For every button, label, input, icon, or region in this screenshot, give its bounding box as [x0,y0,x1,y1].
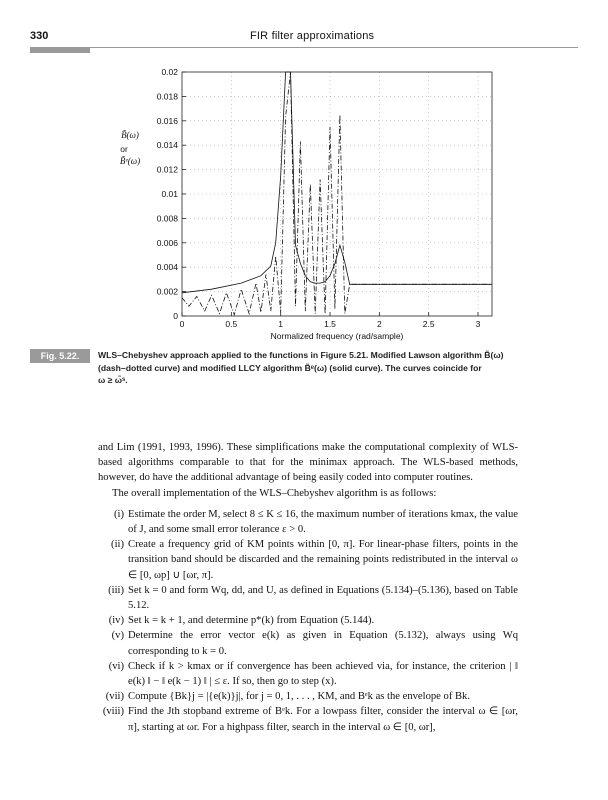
figure-label: Fig. 5.22. [30,349,90,363]
x-axis-label: Normalized frequency (rad/sample) [270,331,404,341]
page-number: 330 [30,30,49,42]
figure-chart [110,62,510,342]
step-text: Create a frequency grid of KM points within [0, π]. For linear-phase filters, points in the transition band should be discarded and the remaining points redistributed in the interval ω ∈ [0, ωp] ∪ [ωr, π]. [128,539,518,581]
step-text: Find the Jth stopband extreme of Bᵉk. For a lowpass filter, consider the interval ω ∈ [ωr, π], starting at ωr. For a highpass filter, search in the interval ω ∈ [0, ωr], [128,706,518,733]
caption-line-1: WLS–Chebyshev approach applied to the functions in Figure 5.21. Modified Lawson algorithm B̃(ω) [98,350,504,360]
figure-caption [98,349,528,387]
y-axis-label-line-3: B̃ᵉ(ω) [119,156,141,166]
series-line-lawson [182,72,492,315]
step-number: (iv) [108,615,124,627]
step-number: (vi) [108,660,124,672]
x-tick-label: 1.5 [324,319,336,329]
y-tick-label: 0.014 [156,140,178,151]
caption-line-3: ω ≥ ω̃ˢ. [98,375,128,385]
plot-frame [182,72,492,316]
series-line-llcy [182,72,492,293]
step-text: Estimate the order M, select 8 ≤ K ≤ 16, the maximum number of iterations kmax, the value of J, and some small error tolerance ε > 0. [128,508,518,536]
y-tick-label: 0.008 [156,213,178,224]
step-number: (viii) [102,706,124,718]
step-number: (vii) [105,691,124,703]
x-tick-label: 2.5 [422,319,435,329]
y-axis-label-line-2: or [120,144,128,154]
y-tick-label: 0.02 [161,67,178,77]
step-text: Determine the error vector e(k) as given in Equation (5.132), always using Wq corresponding to k = 0. [128,630,518,657]
step-item [98,583,518,613]
step-text: Compute {Bk}j = |{e(k)}j|, for j = 0, 1, . . . , KM, and Bᵉk as the envelope of Bk. [128,691,471,703]
y-tick-label: 0.002 [156,286,178,297]
y-tick-label: 0.01 [161,189,178,199]
paragraph-1: and Lim (1991, 1993, 1996). These simplifications make the computational complexity of WLS-based algorithms comparable to that for the minimax approach. The WLS-based methods, however, do have the additional advantage of being easily coded into computer routines. [98,442,518,484]
y-tick-label: 0.006 [156,237,178,248]
header-rule [30,47,578,48]
caption-line-2: (dash–dotted curve) and modified LLCY algorithm B̃ᵉ(ω) (solid curve). The curves coincide for [98,362,482,373]
x-tick-label: 2 [376,319,382,329]
x-tick-label: 0 [179,319,185,329]
step-number: (ii) [111,539,124,551]
step-number: (iii) [108,584,124,596]
step-item [98,628,518,658]
step-item [98,537,518,583]
y-tick-label: 0.018 [156,91,178,102]
step-item [98,689,518,704]
x-tick-label: 1 [278,319,284,329]
y-axis-label-line-1: B̃(ω) [121,130,139,140]
step-text: Set k = k + 1, and determine p*(k) from Equation (5.144). [128,615,375,627]
header-gray-bar [30,47,90,53]
step-number: (i) [114,508,124,520]
step-item [98,613,518,628]
step-item [98,659,518,689]
y-tick-label: 0.016 [156,115,178,126]
y-tick-label: 0.012 [156,164,178,175]
page-header [30,30,578,46]
paragraph-2: The overall implementation of the WLS–Chebyshev algorithm is as follows: [112,487,437,499]
step-number: (v) [111,630,124,642]
y-tick-label: 0 [173,311,178,321]
y-tick-label: 0.004 [156,262,178,273]
step-text: Set k = 0 and form Wq, dd, and U, as defined in Equations (5.134)–(5.136), based on Table 5.12. [128,584,518,612]
x-tick-label: 3 [475,319,481,329]
step-text: Check if k > kmax or if convergence has been achieved via, for instance, the criterion | ‖ e(k) ‖ − ‖ e(k − 1) ‖ | ≤ ε. If so, then go to step (x). [128,660,518,688]
body-text [98,440,518,735]
x-tick-label: 0.5 [225,319,238,329]
step-item [98,704,518,734]
algorithm-steps [98,507,518,735]
running-title: FIR filter approximations [250,30,375,42]
step-item [98,507,518,537]
